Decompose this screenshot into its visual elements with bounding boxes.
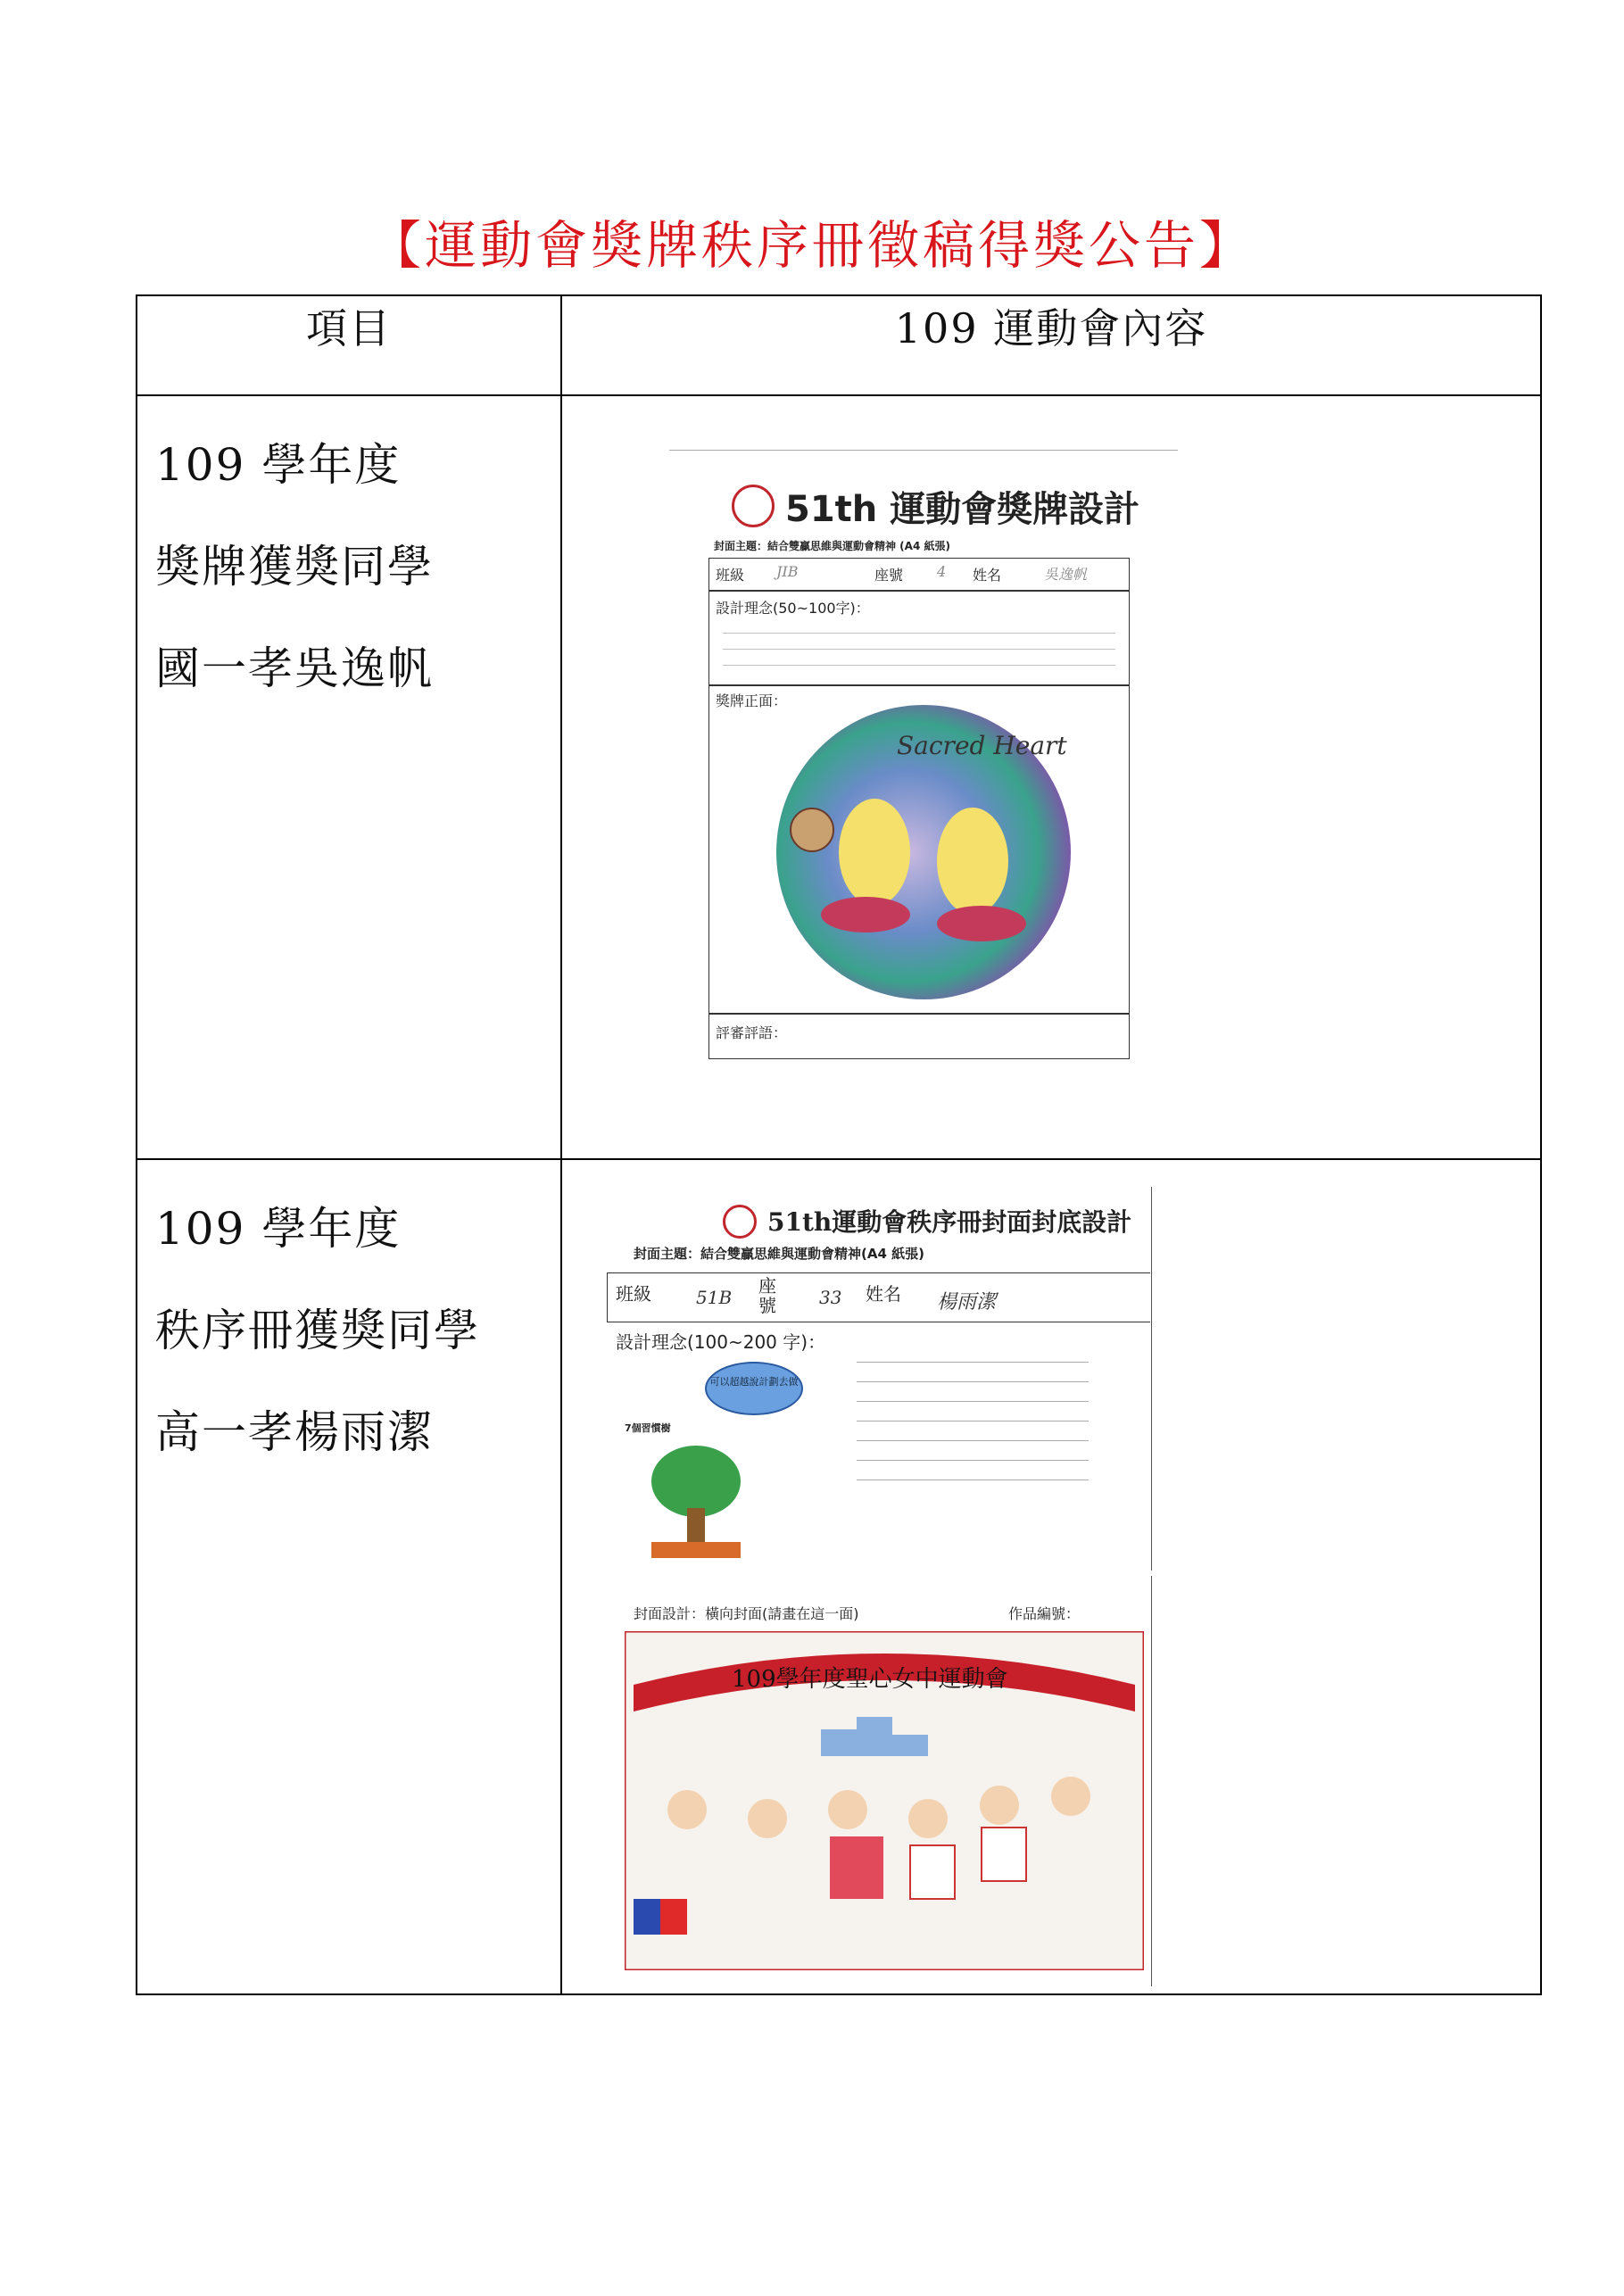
program-design-form	[607, 1187, 1152, 1571]
speech-bubble: 可以超越說計劃去做	[705, 1362, 803, 1415]
concept-label: 設計理念(100~200 字)：	[616, 1331, 826, 1353]
artwork-title: Sacred Heart	[897, 731, 1067, 760]
class-value: JIB	[776, 563, 799, 580]
row-content-cell	[561, 1159, 1541, 1994]
seat-label: 座號	[874, 567, 904, 584]
class-label: 班級	[716, 567, 745, 584]
medal-artwork	[758, 700, 1089, 1004]
name-label: 姓名	[973, 567, 1002, 584]
award-table	[136, 294, 1542, 1995]
winner-name: 國一孝吳逸帆	[155, 642, 434, 694]
table-row	[137, 1159, 1541, 1994]
row-label-cell	[137, 395, 561, 1159]
form-heading: 51th運動會秩序冊封面封底設計	[767, 1207, 1132, 1237]
name-value: 吳逸帆	[1044, 566, 1088, 583]
review-label: 評審評語：	[716, 1024, 788, 1041]
cover-label: 封面設計：橫向封面(請畫在這一面)	[634, 1605, 859, 1622]
class-label: 班級	[616, 1283, 651, 1305]
seat-label: 座號	[758, 1275, 776, 1316]
handwritten-concept	[723, 620, 1115, 677]
row-label-cell	[137, 1159, 561, 1994]
table-row	[137, 395, 1541, 1159]
form-theme: 封面主題：結合雙贏思維與運動會精神 (A4 紙張)	[714, 540, 950, 552]
school-logo-icon	[723, 1205, 757, 1239]
seat-value: 4	[937, 563, 947, 580]
winner-name: 高一孝楊雨潔	[155, 1406, 434, 1458]
table-header-row	[137, 295, 1541, 395]
school-year: 109 學年度	[155, 439, 402, 491]
form-theme: 封面主題：結合雙贏思維與運動會精神(A4 紙張)	[634, 1246, 924, 1262]
award-category: 秩序冊獲獎同學	[155, 1305, 480, 1356]
award-category: 獎牌獲獎同學	[155, 541, 434, 593]
name-value: 楊雨潔	[937, 1291, 997, 1314]
row-content-cell	[561, 395, 1541, 1159]
habit-tree-icon	[634, 1437, 767, 1562]
medal-design-form	[669, 450, 1178, 1102]
banner-text: 109學年度聖心女中運動會	[732, 1666, 1008, 1693]
col-header-item: 項目	[137, 295, 561, 395]
front-label: 獎牌正面：	[716, 692, 788, 709]
form-heading: 51th 運動會獎牌設計	[785, 489, 1140, 530]
handwritten-concept	[857, 1347, 1089, 1481]
habit-tree-label: 7個習慣樹	[625, 1422, 671, 1434]
sports-day-illustration	[625, 1631, 1144, 1970]
program-cover-drawing	[607, 1576, 1152, 1986]
col-header-content: 109 運動會內容	[561, 295, 1541, 395]
work-no-label: 作品編號：	[1008, 1605, 1081, 1622]
seat-value: 33	[819, 1287, 842, 1308]
school-logo-icon	[732, 485, 775, 527]
name-label: 姓名	[866, 1283, 901, 1305]
school-year: 109 學年度	[155, 1203, 402, 1255]
page-title: 【運動會獎牌秩序冊徵稿得獎公告】	[369, 215, 1255, 276]
concept-label: 設計理念(50~100字)：	[716, 600, 870, 617]
class-value: 51B	[696, 1287, 733, 1308]
